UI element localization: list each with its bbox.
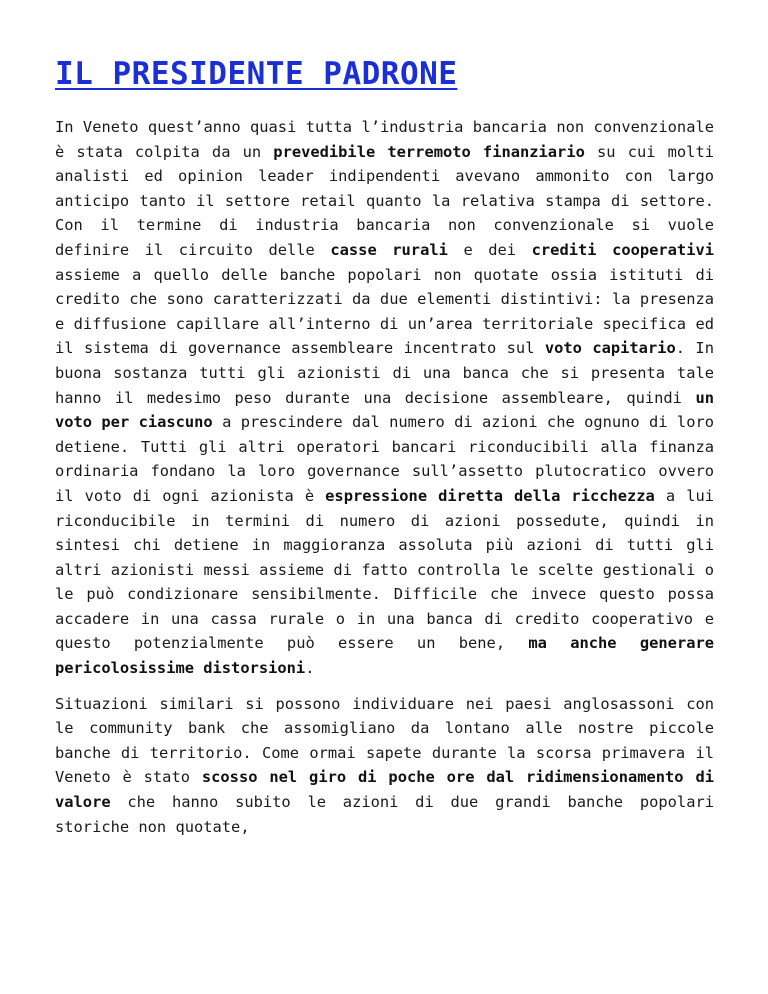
bold-phrase: crediti cooperativi [531, 240, 714, 259]
article [55, 52, 714, 839]
text-run: . In buona sostanza tutti gli azionisti di una banca che si presenta tale hanno il medesimo peso durante una decisione assembleare, quindi [55, 339, 714, 407]
bold-phrase: voto capitario [544, 339, 676, 358]
bold-phrase: espressione diretta della ricchezza [325, 486, 655, 505]
text-run: In Veneto quest’anno quasi tutta l’industria bancaria non convenzionale è stata colpita da un [55, 118, 714, 161]
bold-phrase: scosso nel giro di poche ore dal ridimensionamento di valore [55, 768, 714, 812]
bold-phrase: un voto per ciascuno [55, 388, 714, 432]
article-paragraph [55, 692, 714, 840]
article-body [55, 115, 714, 839]
article-title-link[interactable]: IL PRESIDENTE PADRONE [55, 56, 458, 92]
text-run: Situazioni similari si possono individuare nei paesi anglosassoni con le community bank che assomigliano da lontano alle nostre piccole banche di territorio. Come ormai sapete durante la scorsa primavera il Veneto è stato [55, 694, 714, 787]
article-title [55, 52, 714, 96]
bold-phrase: ma anche generare pericolosissime distorsioni [55, 634, 715, 678]
text-run: a lui riconducibile in termini di numero di azioni possedute, quindi in sintesi chi detiene in maggioranza assoluta più azioni di tutti gli altri azionisti messi assieme di fatto controlla le scelte gestionali o le può condizionare sensibilmente. Difficile che invece questo possa accadere in una cassa rurale o in una banca di credito cooperativo e questo potenzialmente può essere un bene, [55, 486, 714, 653]
text-run: che hanno subito le azioni di due grandi banche popolari storiche non quotate, [55, 793, 714, 836]
text-run: e dei [447, 240, 532, 259]
text-run: . [305, 659, 315, 678]
text-run: assieme a quello delle banche popolari non quotate ossia istituti di credito che sono caratterizzati da due elementi distintivi: la presenza e diffusione capillare all’interno di un’area territoriale specifica ed il sistema di governance assembleare incentrato sul [55, 265, 714, 358]
bold-phrase: casse rurali [330, 240, 448, 259]
text-run: a prescindere dal numero di azioni che ognuno di loro detiene. Tutti gli altri operatori bancari riconducibili alla finanza ordinaria fondano la loro governance sull’assetto plutocratico ovvero il voto di ogni azionista è [55, 413, 714, 505]
article-paragraph [55, 115, 714, 681]
text-run: su cui molti analisti ed opinion leader indipendenti avevano ammonito con largo anticipo tanto il settore retail quanto la relativa stampa di settore. Con il termine di industria bancaria non convenzionale si vuole definire il circuito delle [55, 142, 714, 259]
bold-phrase: prevedibile terremoto finanziario [273, 142, 585, 161]
